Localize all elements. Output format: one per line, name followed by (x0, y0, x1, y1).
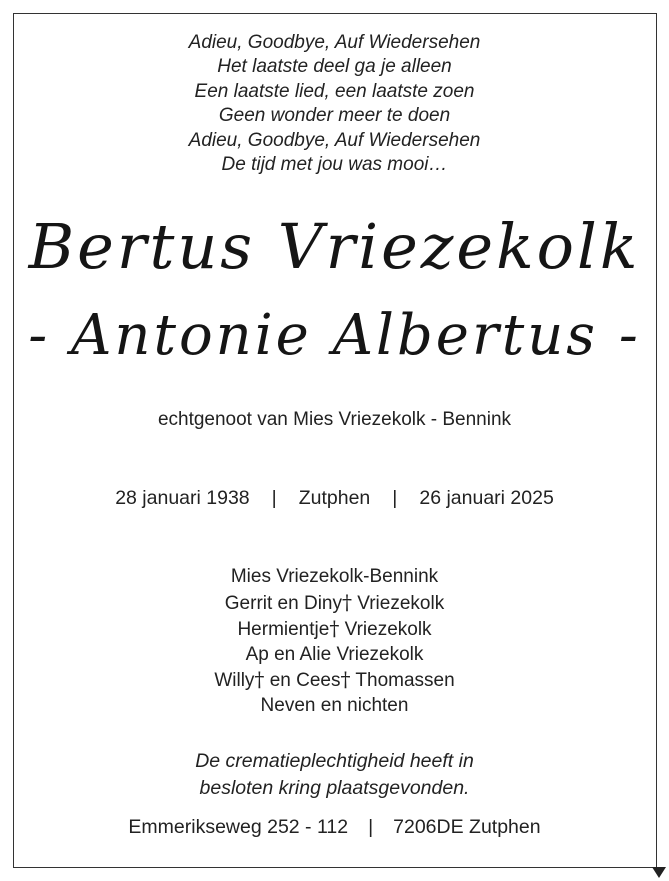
poem-line: Het laatste deel ga je alleen (217, 56, 452, 78)
death-date: 26 januari 2025 (419, 487, 554, 509)
notice-line: De crematieplechtigheid heeft in (195, 750, 474, 772)
family-member: Mies Vriezekolk-Bennink (230, 566, 439, 587)
family-member: Ap en Alie Vriezekolk (245, 643, 424, 665)
family-member-name: Gerrit en Diny (224, 592, 342, 614)
family-member-name: Willy (214, 670, 255, 692)
street: Emmerikseweg 252 - 112 (128, 816, 349, 838)
poem-line: De tijd met jou was mooi… (221, 154, 448, 176)
spouse-line: echtgenoot van Mies Vriezekolk - Bennink (157, 409, 512, 430)
family-member-name: Hermientje (237, 619, 330, 641)
place: Zutphen (298, 487, 371, 509)
birth-date: 28 januari 1938 (115, 487, 250, 509)
poem-line: Een laatste lied, een laatste zoen (194, 80, 475, 102)
separator: | (271, 487, 277, 509)
family-member-name: en Cees (264, 670, 341, 692)
family-member: Neven en nichten (260, 694, 409, 716)
poem-line: Geen wonder meer te doen (218, 105, 451, 127)
separator: | (392, 487, 398, 509)
deceased-full-name: - Antonie Albertus - (28, 303, 641, 368)
address-line (0, 816, 669, 839)
notice-line: besloten kring plaatsgevonden. (199, 777, 470, 799)
triangle-down-icon (652, 867, 666, 878)
cross-icon: † (340, 667, 351, 692)
family-member (0, 590, 669, 617)
family-member (0, 616, 669, 643)
family-member (0, 667, 669, 694)
cross-icon: † (254, 667, 265, 692)
family-member-surname: Vriezekolk (351, 592, 445, 614)
poem-line: Adieu, Goodbye, Auf Wiedersehen (188, 32, 481, 53)
family-member-surname: Vriezekolk (339, 619, 432, 641)
deceased-name: Bertus Vriezekolk (28, 210, 641, 283)
family-list (0, 565, 669, 719)
postal-city: 7206DE Zutphen (393, 816, 541, 838)
cremation-notice (0, 748, 669, 802)
separator: | (368, 816, 374, 838)
poem-line: Adieu, Goodbye, Auf Wiedersehen (188, 129, 481, 151)
poem (0, 31, 669, 177)
family-member-surname: Thomassen (350, 670, 455, 692)
cross-icon: † (341, 589, 352, 614)
dates-line (0, 487, 669, 510)
cross-icon: † (329, 616, 340, 641)
